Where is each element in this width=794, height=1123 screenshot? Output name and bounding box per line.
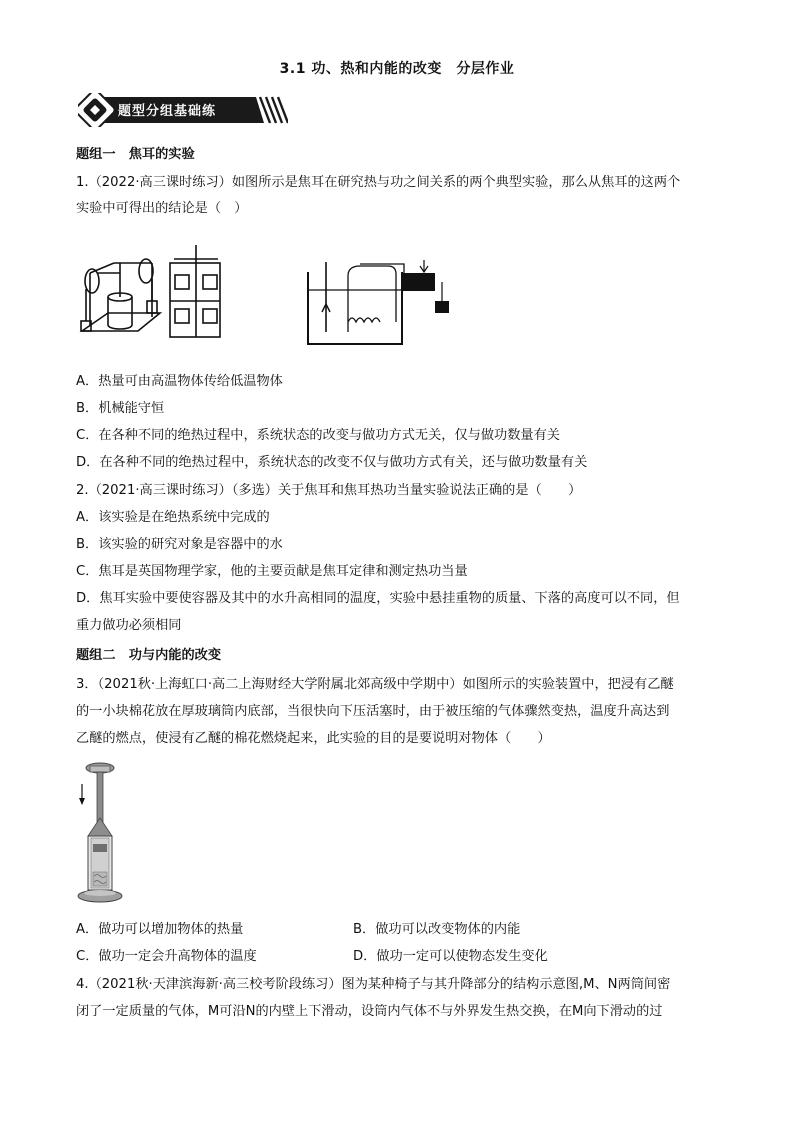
q3-stem-line3: 乙醚的燃点，使浸有乙醚的棉花燃烧起来，此实验的目的是要说明对物体（ ）: [76, 731, 551, 746]
q3-figure-fire-syringe: [74, 758, 134, 912]
q3-option-a: A．做功可以增加物体的热量: [76, 922, 244, 937]
q1-option-a: A．热量可由高温物体传给低温物体: [76, 374, 283, 389]
q1-figure-joule-apparatus: [78, 243, 228, 347]
q2-option-d-cont: 重力做功必须相同: [76, 618, 182, 633]
group1-heading: 题组一 焦耳的实验: [76, 147, 195, 162]
section-banner: [78, 93, 288, 127]
q3-option-c: C．做功一定会升高物体的温度: [76, 949, 257, 964]
banner-label: 题型分组基础练: [118, 104, 217, 119]
q2-option-d: D．焦耳实验中要使容器及其中的水升高相同的温度，实验中悬挂重物的质量、下落的高度可以不同，但: [76, 591, 680, 606]
q3-option-d: D．做功一定可以使物态发生变化: [353, 949, 548, 964]
q1-option-c: C．在各种不同的绝热过程中，系统状态的改变与做功方式无关，仅与做功数量有关: [76, 428, 560, 443]
q1-option-d: D．在各种不同的绝热过程中，系统状态的改变不仅与做功方式有关，还与做功数量有关: [76, 455, 588, 470]
q2-stem: 2.（2021·高三课时练习）（多选）关于焦耳和焦耳热功当量实验说法正确的是（ ）: [76, 483, 582, 498]
q3-stem-line2: 的一小块棉花放在厚玻璃筒内底部，当很快向下压活塞时，由于被压缩的气体骤然变热，温度升高达到: [76, 704, 670, 719]
q3-stem-line1: 3．（2021秋·上海虹口·高二上海财经大学附属北郊高级中学期中）如图所示的实验装置中，把浸有乙醚: [76, 677, 674, 692]
q3-option-b: B．做功可以改变物体的内能: [353, 922, 521, 937]
q2-option-a: A．该实验是在绝热系统中完成的: [76, 510, 270, 525]
q4-stem-line1: 4.（2021秋·天津滨海新·高三校考阶段练习）图为某种椅子与其升降部分的结构示意图,M、N两筒间密: [76, 977, 671, 992]
group2-heading: 题组二 功与内能的改变: [76, 648, 222, 663]
q1-stem-line1: 1.（2022·高三课时练习）如图所示是焦耳在研究热与功之间关系的两个典型实验，那么从焦耳的这两个: [76, 175, 681, 190]
page-title: 3.1 功、热和内能的改变 分层作业: [279, 61, 515, 77]
q1-option-b: B．机械能守恒: [76, 401, 165, 416]
q1-stem-line2: 实验中可得出的结论是（ ）: [76, 201, 248, 216]
q4-stem-line2: 闭了一定质量的气体，M可沿N的内壁上下滑动，设筒内气体不与外界发生热交换，在M向下滑动的过: [76, 1004, 663, 1019]
q1-figure-electric-heating: [300, 252, 460, 356]
q2-option-b: B．该实验的研究对象是容器中的水: [76, 537, 283, 552]
q2-option-c: C．焦耳是英国物理学家，他的主要贡献是焦耳定律和测定热功当量: [76, 564, 468, 579]
